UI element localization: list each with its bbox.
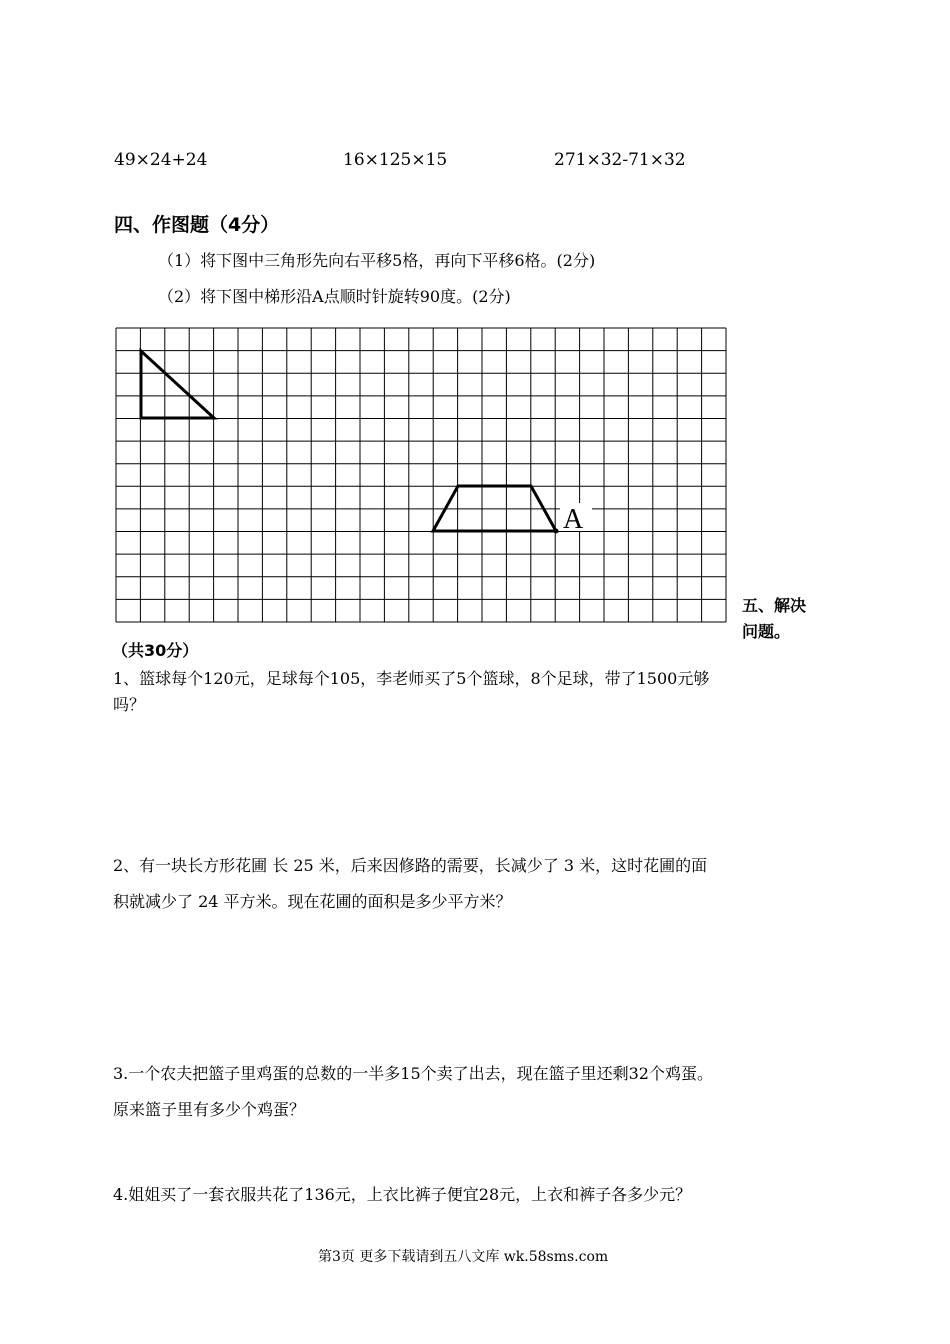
section4-title: 四、作图题（4分） xyxy=(114,214,280,236)
problem-3-line-1: 3.一个农夫把篮子里鸡蛋的总数的一半多15个卖了出去，现在篮子里还剩32个鸡蛋。 xyxy=(113,1064,713,1083)
section5-total: （共30分） xyxy=(112,641,199,660)
expression-1: 49×24+24 xyxy=(114,150,208,170)
section4-item-2: （2）将下图中梯形沿A点顺时针旋转90度。(2分) xyxy=(158,287,511,306)
problem-2-line-2: 积就减少了 24 平方米。现在花圃的面积是多少平方米？ xyxy=(113,892,512,911)
problem-1-line-2: 吗？ xyxy=(113,695,146,714)
triangle-shape xyxy=(141,351,214,418)
section4-item-1: （1）将下图中三角形先向右平移5格，再向下平移6格。(2分) xyxy=(158,251,596,270)
drawing-grid xyxy=(115,327,727,623)
problem-1-line-1: 1、篮球每个120元，足球每个105，李老师买了5个篮球，8个足球，带了1500元够 xyxy=(113,669,710,688)
section5-title-line2: 问题。 xyxy=(742,622,791,641)
section5-title-line1: 五、解决 xyxy=(742,596,807,615)
point-a-marker xyxy=(554,529,559,534)
problem-2-line-1: 2、有一块长方形花圃 长 25 米，后来因修路的需要，长减少了 3 米，这时花圃的面 xyxy=(113,856,708,875)
grid-lines xyxy=(116,328,726,622)
expression-2: 16×125×15 xyxy=(343,150,448,170)
point-a-label: A xyxy=(563,504,584,535)
problem-4-line-1: 4.姐姐买了一套衣服共花了136元，上衣比裤子便宜28元，上衣和裤子各多少元？ xyxy=(113,1185,692,1204)
expression-3: 271×32-71×32 xyxy=(554,150,686,170)
problem-3-line-2: 原来篮子里有多少个鸡蛋？ xyxy=(113,1100,306,1119)
page-footer: 第3页 更多下载请到五八文库 wk.58sms.com xyxy=(318,1249,609,1265)
